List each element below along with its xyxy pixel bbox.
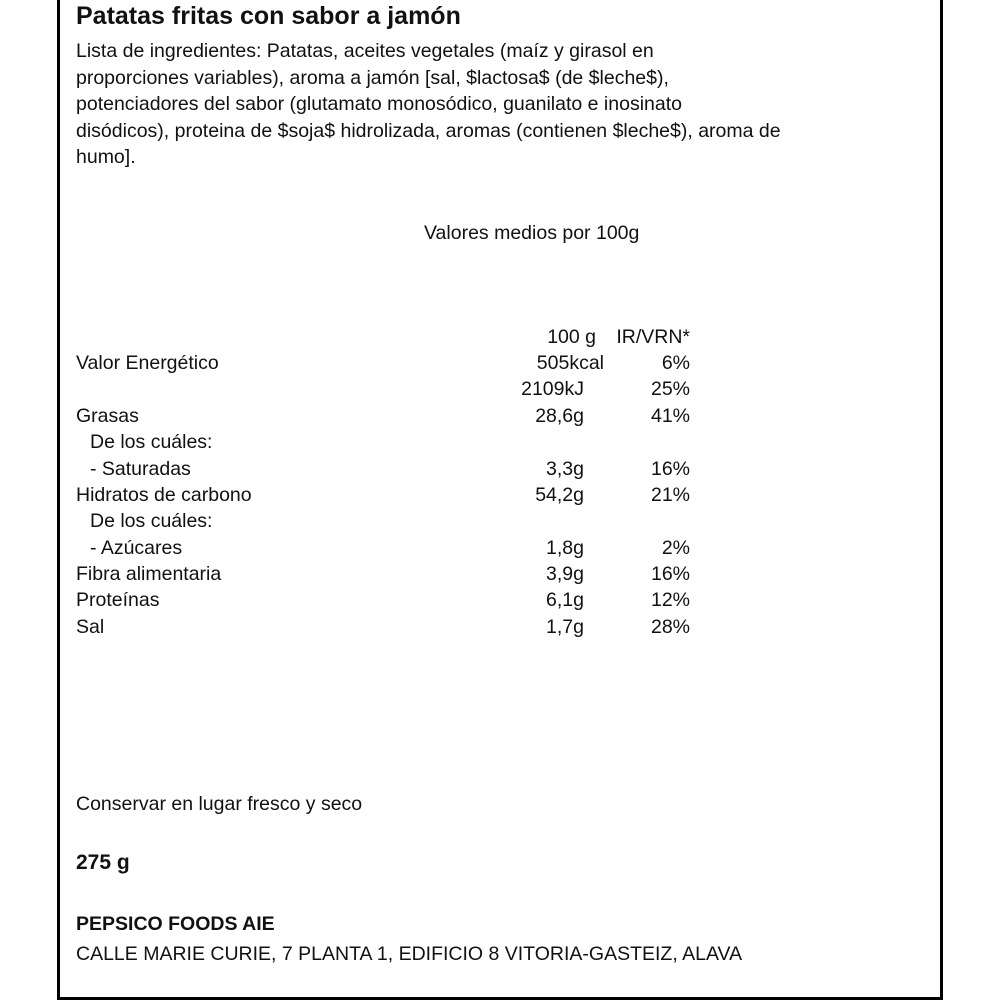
nutrient-value: 505kcal (536, 352, 604, 374)
nutrient-pct: 6% (661, 352, 690, 374)
net-weight: 275 g (76, 851, 130, 874)
nutrient-pct: 21% (650, 484, 690, 506)
nutrition-row (76, 484, 696, 510)
nutrition-row (76, 458, 696, 484)
storage-instructions: Conservar en lugar fresco y seco (76, 793, 363, 815)
nutrient-value: 2109kJ (521, 378, 584, 400)
product-title: Patatas fritas con sabor a jamón (76, 2, 461, 30)
nutrition-subtitle: Valores medios por 100g (424, 222, 640, 244)
nutrient-value: 6,1g (546, 589, 584, 611)
nutrition-row (76, 563, 696, 589)
manufacturer-name: PEPSICO FOODS AIE (76, 913, 275, 935)
nutrient-pct: 16% (650, 458, 690, 480)
nutrient-label: Sal (76, 616, 105, 638)
nutrient-sublabel: De los cuáles: (90, 431, 213, 453)
nutrient-label: Valor Energético (76, 352, 219, 374)
nutrition-row (76, 510, 696, 536)
nutrient-value: 28,6g (535, 405, 584, 427)
nutrient-pct: 25% (650, 378, 690, 400)
nutrient-pct: 28% (650, 616, 690, 638)
nutrient-sublabel: De los cuáles: (90, 510, 213, 532)
nutrition-row (76, 378, 696, 404)
nutrient-value: 1,8g (546, 537, 584, 559)
nutrition-row (76, 431, 696, 457)
nutrient-label: Fibra alimentaria (76, 563, 222, 585)
nutrient-label: Hidratos de carbono (76, 484, 252, 506)
nutrient-pct: 41% (650, 405, 690, 427)
manufacturer-address: CALLE MARIE CURIE, 7 PLANTA 1, EDIFICIO 8 VITORIA-GASTEIZ, ALAVA (76, 943, 743, 965)
nutrition-row (76, 405, 696, 431)
ingredients-line: potenciadores del sabor (glutamato monosódico, guanilato e inosinato (76, 93, 682, 115)
nutrient-value: 3,3g (546, 458, 584, 480)
ingredients-line: disódicos), proteina de $soja$ hidrolizada, aromas (contienen $leche$), aroma de (76, 119, 781, 142)
nutrient-label: Grasas (76, 405, 139, 427)
nutrient-value: 1,7g (546, 616, 584, 638)
nutrient-pct: 16% (650, 563, 690, 585)
ingredients-line: humo]. (76, 146, 136, 168)
nutrient-value: 54,2g (535, 484, 584, 506)
nutrition-row (76, 352, 696, 378)
nutrient-pct: 2% (661, 537, 690, 559)
nutrient-label: - Azúcares (90, 537, 183, 559)
ingredients-line: Lista de ingredientes: Patatas, aceites vegetales (maíz y girasol en (76, 40, 654, 62)
nutrient-pct: 12% (650, 589, 690, 611)
nutrition-row (76, 537, 696, 563)
nutrition-header-row (76, 326, 696, 352)
nutrition-header-pct: IR/VRN* (616, 326, 690, 348)
nutrient-value: 3,9g (546, 563, 584, 585)
ingredients-list (76, 38, 916, 171)
nutrition-header-value: 100 g (547, 326, 596, 348)
nutrient-label: - Saturadas (90, 458, 191, 480)
nutrition-row (76, 589, 696, 615)
ingredients-line: proporciones variables), aroma a jamón [sal, $lactosa$ (de $leche$), (76, 66, 669, 89)
nutrient-label: Proteínas (76, 589, 160, 611)
nutrition-row (76, 616, 696, 642)
